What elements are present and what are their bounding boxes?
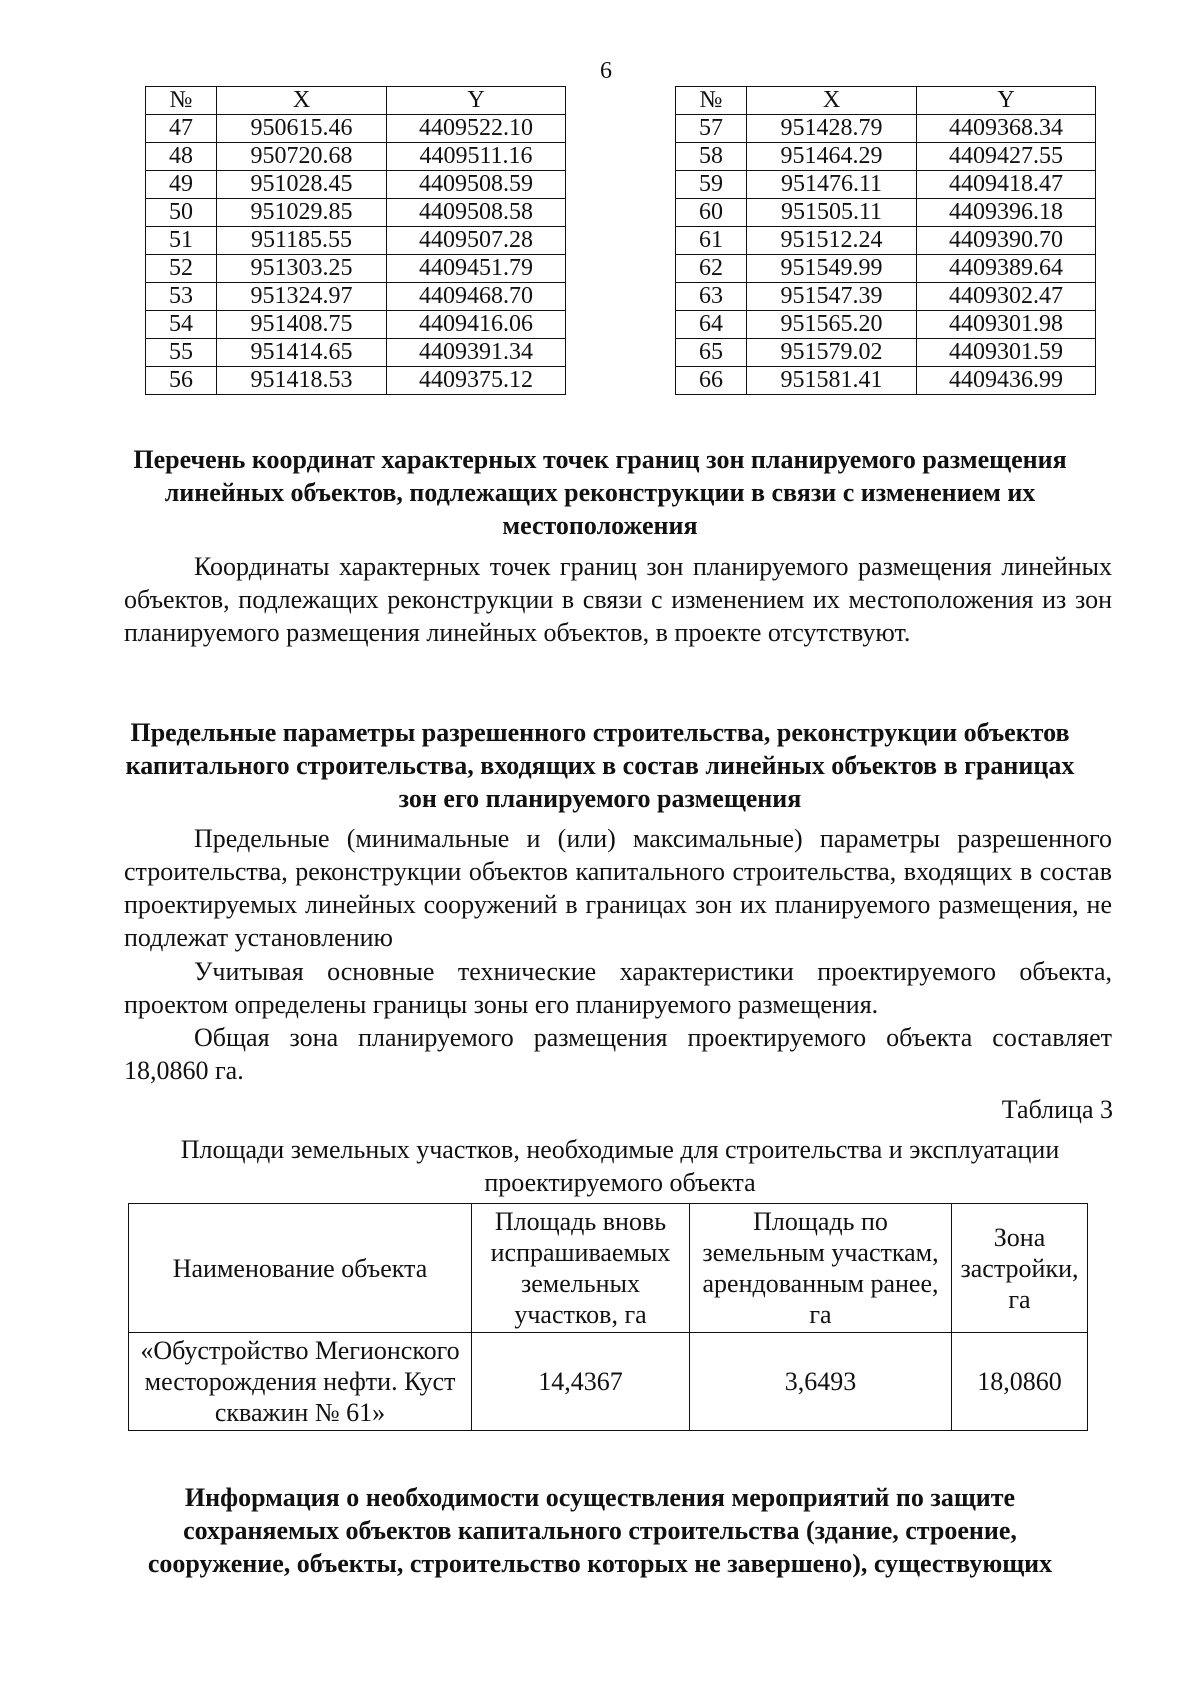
cell-new-area: 14,4367 [472,1333,690,1431]
column-header-number: № [146,87,217,115]
table-row [146,143,566,171]
land-area-table [128,1203,1088,1431]
paragraph-limit-parameters: Предельные (минимальные и (или) максимальные) параметры разрешенного строительства, реконструкции объектов капитального строительства, входящих в состав проектируемых линейных сооружений в границах зон их планируемого размещения, не подлежат установлению [124,824,1112,952]
section-heading-protection-measures: Информация о необходимости осуществления мероприятий по защите сохраняемых объектов капитального строительства (здание, строение, сооружение, объекты, строительство которых не завершено), существующих [147,1483,1053,1578]
cell-point-number: 57 [676,115,747,143]
cell-x: 951185.55 [217,227,387,255]
cell-point-number: 56 [146,367,217,395]
cell-x: 951565.20 [747,311,917,339]
cell-y: 4409389.64 [917,255,1096,283]
cell-x: 951029.85 [217,199,387,227]
column-header-x: X [217,87,387,115]
page-number: 6 [600,58,612,84]
cell-y: 4409302.47 [917,283,1096,311]
table-header-row [676,87,1096,115]
cell-point-number: 58 [676,143,747,171]
cell-y: 4409427.55 [917,143,1096,171]
table-row [129,1333,1088,1431]
table-row [676,199,1096,227]
table-row [146,199,566,227]
cell-y: 4409522.10 [387,115,566,143]
cell-point-number: 53 [146,283,217,311]
cell-point-number: 61 [676,227,747,255]
cell-x: 951028.45 [217,171,387,199]
coordinates-table-right [675,86,1096,395]
cell-point-number: 49 [146,171,217,199]
cell-x: 951581.41 [747,367,917,395]
column-header-object-name: Наименование объекта [129,1204,472,1333]
cell-point-number: 55 [146,339,217,367]
cell-point-number: 54 [146,311,217,339]
table-row [676,115,1096,143]
table-row [676,255,1096,283]
table-row [146,283,566,311]
cell-y: 4409418.47 [917,171,1096,199]
column-header-x: X [747,87,917,115]
cell-y: 4409368.34 [917,115,1096,143]
cell-x: 951476.11 [747,171,917,199]
cell-x: 951464.29 [747,143,917,171]
cell-x: 951418.53 [217,367,387,395]
cell-x: 951303.25 [217,255,387,283]
table-row [676,283,1096,311]
cell-point-number: 62 [676,255,747,283]
cell-x: 950615.46 [217,115,387,143]
table-row [676,171,1096,199]
table-row [146,227,566,255]
table-row [146,255,566,283]
table-row [676,339,1096,367]
cell-point-number: 60 [676,199,747,227]
cell-point-number: 63 [676,283,747,311]
cell-y: 4409451.79 [387,255,566,283]
table-row [146,311,566,339]
cell-x: 951579.02 [747,339,917,367]
cell-x: 951512.24 [747,227,917,255]
cell-y: 4409416.06 [387,311,566,339]
cell-point-number: 48 [146,143,217,171]
cell-build-zone: 18,0860 [952,1333,1088,1431]
cell-y: 4409301.98 [917,311,1096,339]
table-label: Таблица 3 [1001,1095,1113,1124]
cell-x: 951324.97 [217,283,387,311]
cell-object-name: «Обустройство Мегионского месторождения нефти. Куст скважин № 61» [129,1333,472,1431]
column-header-build-zone: Зона застройки, га [952,1204,1088,1333]
paragraph-coordinates-absent: Координаты характерных точек границ зон планируемого размещения линейных объектов, подлежащих реконструкции в связи с изменением их местоположения из зон планируемого размещения линейных объектов, в проекте отсутствуют. [124,552,1112,647]
cell-x: 951428.79 [747,115,917,143]
column-header-number: № [676,87,747,115]
table-row [146,339,566,367]
cell-leased-area: 3,6493 [690,1333,952,1431]
table-row [146,115,566,143]
table-row [676,227,1096,255]
paragraph-technical-characteristics: Учитывая основные технические характеристики проектируемого объекта, проектом определены границы зоны его планируемого размещения. [124,957,1112,1019]
cell-y: 4409508.58 [387,199,566,227]
cell-y: 4409375.12 [387,367,566,395]
paragraph-total-zone: Общая зона планируемого размещения проектируемого объекта составляет 18,0860 га. [124,1023,1112,1085]
section-heading-limit-parameters: Предельные параметры разрешенного строительства, реконструкции объектов капитального строительства, входящих в состав линейных объектов в границах зон его планируемого размещения [125,718,1075,813]
cell-y: 4409396.18 [917,199,1096,227]
section-heading-reconstruction-coordinates: Перечень координат характерных точек границ зон планируемого размещения линейных объектов, подлежащих реконструкции в связи с изменением их местоположения [133,445,1067,540]
cell-point-number: 47 [146,115,217,143]
column-header-new-area: Площадь вновь испрашиваемых земельных участков, га [472,1204,690,1333]
cell-x: 951408.75 [217,311,387,339]
table-row [146,367,566,395]
cell-y: 4409508.59 [387,171,566,199]
cell-y: 4409391.34 [387,339,566,367]
cell-point-number: 64 [676,311,747,339]
cell-y: 4409436.99 [917,367,1096,395]
column-header-y: Y [387,87,566,115]
cell-y: 4409301.59 [917,339,1096,367]
coordinates-table-left [145,86,566,395]
cell-y: 4409468.70 [387,283,566,311]
cell-y: 4409507.28 [387,227,566,255]
cell-x: 951547.39 [747,283,917,311]
cell-x: 950720.68 [217,143,387,171]
cell-point-number: 51 [146,227,217,255]
cell-point-number: 52 [146,255,217,283]
table-header-row [146,87,566,115]
table-row [676,311,1096,339]
column-header-leased-area: Площадь по земельным участкам, арендованным ранее, га [690,1204,952,1333]
cell-x: 951505.11 [747,199,917,227]
cell-point-number: 65 [676,339,747,367]
column-header-y: Y [917,87,1096,115]
table-header-row [129,1204,1088,1333]
cell-x: 951414.65 [217,339,387,367]
cell-y: 4409390.70 [917,227,1096,255]
cell-x: 951549.99 [747,255,917,283]
table-row [146,171,566,199]
cell-point-number: 66 [676,367,747,395]
table-row [676,367,1096,395]
cell-point-number: 50 [146,199,217,227]
table-row [676,143,1096,171]
table-caption: Площади земельных участков, необходимые для строительства и эксплуатации проектируемого объекта [180,1135,1060,1197]
cell-point-number: 59 [676,171,747,199]
cell-y: 4409511.16 [387,143,566,171]
